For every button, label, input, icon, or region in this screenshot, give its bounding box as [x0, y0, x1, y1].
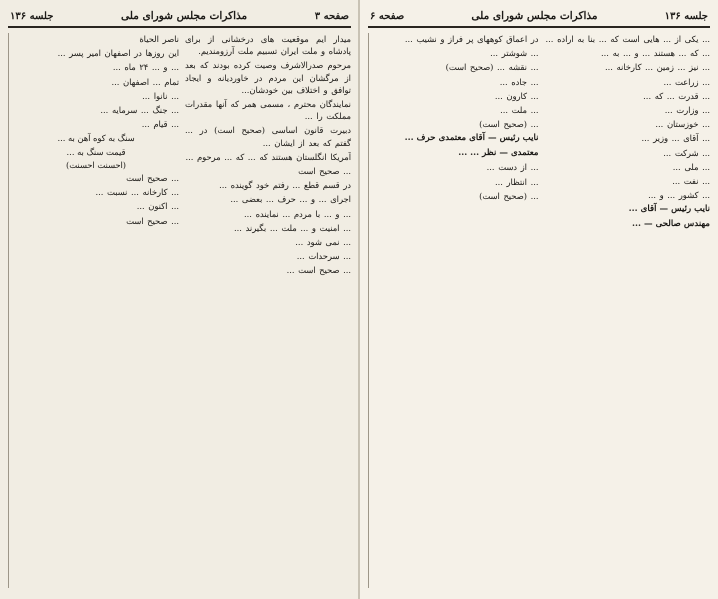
paragraph: ... که ... هستند ... و ... به ...	[601, 48, 710, 59]
paragraph: دبیرت قانون اساسی (صحیح است) در ... گفتم که بعد از ایشان ...	[185, 125, 351, 148]
paragraph: ... خوزستان ...	[655, 119, 710, 130]
paragraph: در اعماق کوههای پر فراز و نشیب ...	[404, 34, 539, 44]
paragraph: ... ملت ...	[500, 105, 539, 116]
paragraph: اجرای ... و ... حرف ... بعضی ...	[230, 194, 351, 205]
left-page-columns	[8, 33, 351, 588]
paragraph: ... صحیح است ...	[286, 265, 351, 276]
paragraph: تمام ... اصفهان ...	[111, 76, 179, 87]
paragraph: ... زراعت ...	[663, 76, 710, 87]
paragraph: ... جنگ ... سرمایه ...	[100, 105, 179, 116]
paragraph: ... از دست ...	[486, 162, 539, 173]
paragraph: مرحوم صدرالاشرف وصیت کرده بودند که بعد از مرگشان این مردم در خاوردیانه و ایجاد توافق و اختلاف بین خودشان...	[185, 60, 351, 95]
right-page-left-column	[368, 33, 539, 588]
paragraph: ... آقای ... وزیر ...	[641, 133, 710, 144]
right-page-number: صفحه ۶	[370, 10, 405, 22]
paragraph: در قسم قطع ... رفتم خود گوینده ...	[219, 180, 351, 191]
paragraph: ... قیام ...	[141, 119, 179, 130]
speaker-heading: نایب رئیس — آقای معتمدی حرف ...	[404, 133, 539, 144]
paragraph: نمایندگان محترم ، مسمی همر که آنها مقدرات مملکت را ...	[185, 99, 351, 122]
right-page-right-column	[545, 33, 711, 588]
paragraph: ... نانوا ...	[142, 90, 179, 101]
paragraph: ناصر الحياة	[139, 34, 179, 44]
paragraph: این روزها در اصفهان امیر پسر ...	[57, 48, 179, 59]
speaker-text: نظر ... ...	[458, 147, 497, 158]
left-session-label: جلسه ۱۳۶	[10, 10, 54, 22]
paragraph: ... صحیح است	[126, 215, 179, 226]
paragraph: آمریکا انگلستان هستند که ... که ... مرحوم ...	[185, 151, 351, 162]
paragraph: ... شرکت ...	[663, 147, 710, 158]
paragraph: ... (صحیح است)	[479, 119, 539, 130]
speaker-text: آقای معتمدی حرف ...	[404, 133, 485, 144]
right-page	[360, 0, 718, 599]
speaker-label: معتمدی	[510, 147, 539, 158]
paragraph: ... کارخانه ... نسبت ...	[95, 187, 179, 198]
paragraph: ... امنیت و ... ملت ... بگیرند ...	[234, 222, 351, 233]
left-page-header	[8, 6, 351, 28]
paragraph: ... ملی ...	[672, 161, 710, 172]
speaker-label: نایب رئیس	[671, 204, 710, 215]
paragraph: ... نقشه ... (صحیح است)	[445, 62, 539, 73]
right-journal-title: مذاکرات مجلس شورای ملی	[471, 10, 598, 22]
paragraph: ... کشور ... و ...	[648, 190, 710, 201]
paragraph: ... اکنون ...	[136, 201, 179, 212]
left-journal-title: مذاکرات مجلس شورای ملی	[121, 10, 248, 22]
paragraph: ... نفت ...	[672, 176, 710, 187]
paragraph: ... و ... ۲۴ ماه ...	[112, 62, 179, 73]
paragraph: ... یکی از ... هایی است که ... بنا به اراده ...	[545, 34, 710, 44]
paragraph: ... وزارت ...	[664, 105, 710, 116]
paragraph: ... نیز ... زمین ... کارخانه ...	[604, 62, 710, 73]
speaker-label: نایب رئیس	[499, 133, 539, 144]
paragraph: ... صحیح است	[126, 173, 179, 184]
speaker-heading: مهندس صالحی — ...	[632, 218, 710, 229]
paragraph: ... نمی شود ...	[295, 237, 351, 248]
right-session-label: جلسه ۱۳۶	[664, 10, 708, 22]
poem-line: قیمت سنگ به ...	[66, 146, 126, 157]
right-page-header	[368, 6, 710, 28]
poem-line: (احسنت احسنت)	[65, 159, 127, 170]
speaker-text: ...	[632, 218, 641, 229]
left-page-number: صفحه ۳	[314, 10, 349, 22]
paragraph: ... شوشتر ...	[490, 48, 539, 59]
left-page-left-column	[8, 33, 179, 588]
paragraph: میدار ایم موقعیت های درخشانی از برای پادشاه و ملت ایران تسبیم ملت آرزومندیم.	[185, 34, 351, 57]
speaker-label: مهندس صالحی	[655, 218, 710, 229]
paragraph: ... و ... با مردم ... نماینده ...	[244, 208, 351, 219]
left-page-right-column	[185, 33, 351, 588]
speaker-heading: نایب رئیس — آقای ...	[628, 204, 710, 215]
speaker-text: آقای ...	[628, 204, 657, 215]
paragraph: ... انتظار ...	[494, 176, 539, 187]
right-page-columns	[368, 33, 710, 588]
paragraph: ... کارون ...	[494, 90, 539, 101]
paragraph: ... قدرت ... که ...	[643, 90, 710, 101]
speaker-heading: معتمدی — نظر ... ...	[458, 147, 539, 158]
paragraph: ... (صحیح است)	[479, 190, 539, 201]
paragraph: ... صحیح است	[298, 166, 351, 177]
paragraph: ... جاده ...	[499, 76, 539, 87]
paragraph: ... سرحدات ...	[296, 251, 351, 262]
poem-line: سنگ به کوه آهن به ...	[57, 133, 135, 144]
